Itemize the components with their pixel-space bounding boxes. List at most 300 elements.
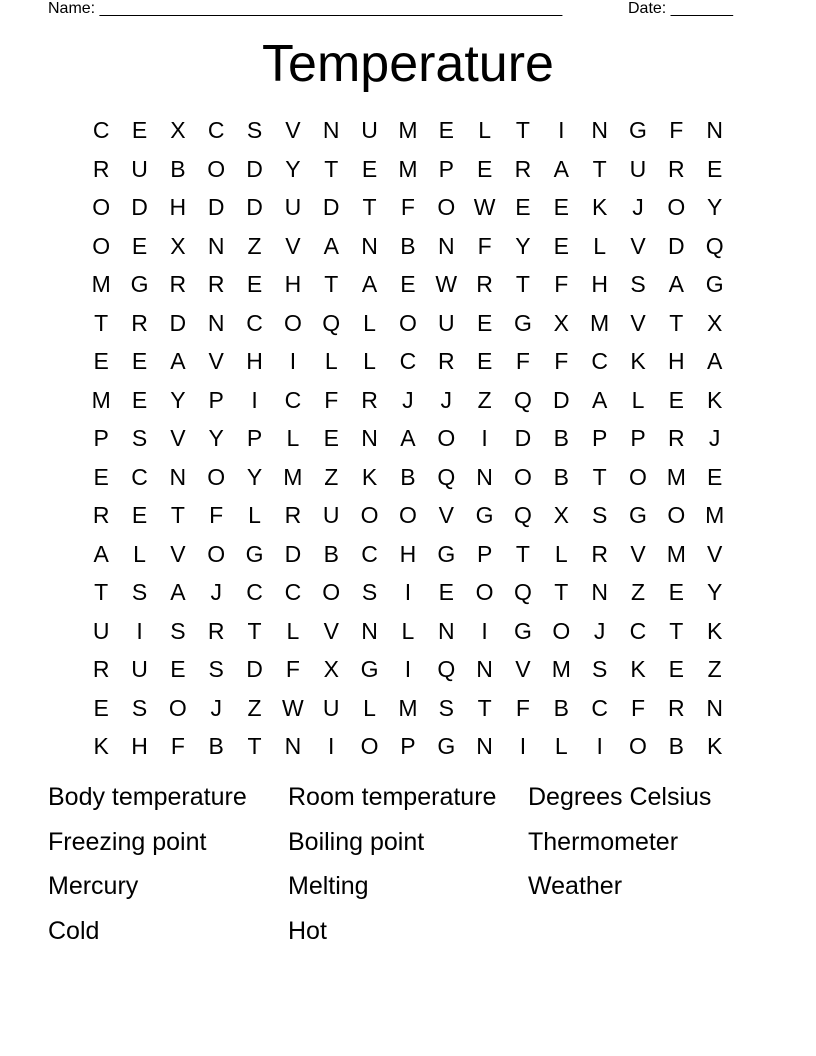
grid-letter: R [207, 271, 225, 297]
grid-letter: S [630, 271, 646, 297]
grid-letter: G [475, 502, 494, 528]
grid-letter: R [92, 502, 110, 528]
grid-letter: X [170, 117, 186, 143]
grid-letter: M [666, 463, 686, 490]
grid-letter: N [322, 117, 340, 143]
grid-letter: L [286, 425, 300, 451]
grid-letter: O [283, 309, 302, 336]
grid-letter: L [401, 617, 415, 644]
grid-letter: T [247, 733, 262, 759]
grid-letter: R [131, 309, 148, 336]
grid-letter: M [666, 540, 686, 567]
grid-letter: L [286, 617, 300, 644]
grid-letter: T [554, 579, 569, 605]
grid-letter: N [476, 733, 493, 759]
grid-letter: B [668, 733, 684, 759]
grid-letter: J [593, 617, 606, 644]
grid-letter: T [324, 155, 339, 182]
grid-letter: O [92, 194, 111, 220]
word-list-item: Room temperature [288, 783, 497, 811]
grid-letter: P [208, 386, 224, 413]
grid-letter: R [284, 502, 302, 528]
grid-letter: S [131, 425, 148, 451]
name-label: Name: ____________________________________________________ [48, 0, 563, 17]
grid-letter: U [437, 309, 455, 336]
grid-letter: Q [514, 502, 532, 528]
grid-letter: G [514, 309, 532, 336]
grid-letter: K [93, 733, 109, 759]
grid-letter: V [170, 425, 186, 451]
grid-row [82, 612, 734, 651]
grid-letter: H [131, 733, 148, 759]
grid-letter: N [207, 232, 225, 259]
grid-letter: Z [477, 386, 492, 413]
grid-letter: C [207, 117, 225, 143]
word-list-item: Melting [288, 872, 369, 900]
word-row [48, 912, 768, 957]
grid-letter: X [707, 309, 723, 336]
grid-row [82, 227, 734, 266]
grid-letter: G [705, 271, 724, 297]
grid-letter: G [437, 733, 456, 759]
grid-letter: E [400, 271, 416, 297]
grid-letter: H [284, 271, 302, 297]
grid-letter: J [708, 425, 721, 451]
grid-letter: E [131, 502, 148, 528]
grid-letter: I [404, 579, 412, 605]
grid-letter: R [476, 271, 493, 297]
grid-letter: E [515, 194, 531, 220]
grid-letter: N [169, 463, 187, 490]
grid-letter: I [481, 617, 488, 644]
grid-letter: L [593, 232, 607, 259]
grid-letter: D [284, 540, 302, 567]
grid-letter: U [284, 194, 302, 220]
grid-letter: E [707, 155, 723, 182]
grid-letter: O [437, 425, 456, 451]
grid-letter: M [91, 386, 111, 413]
grid-letter: Q [514, 386, 532, 413]
grid-letter: J [210, 694, 222, 721]
grid-letter: F [477, 232, 492, 259]
grid-letter: C [284, 579, 302, 605]
grid-letter: E [323, 425, 339, 451]
grid-letter: T [94, 579, 109, 605]
grid-row [82, 188, 734, 227]
grid-letter: O [514, 463, 532, 490]
grid-letter: S [438, 694, 454, 721]
grid-letter: D [514, 425, 532, 451]
grid-letter: O [667, 502, 686, 528]
letter-grid [82, 111, 734, 766]
grid-letter: S [361, 579, 378, 605]
grid-letter: B [170, 155, 186, 182]
grid-letter: Y [707, 579, 723, 605]
grid-letter: W [473, 194, 496, 220]
grid-letter: F [285, 656, 300, 682]
word-list-item: Cold [48, 916, 100, 945]
grid-letter: I [596, 733, 603, 759]
grid-letter: I [251, 386, 258, 413]
grid-letter: P [476, 540, 493, 567]
grid-row [82, 496, 734, 535]
grid-row [82, 265, 734, 304]
grid-letter: F [324, 386, 339, 413]
grid-letter: L [363, 309, 376, 336]
grid-letter: O [168, 694, 187, 721]
grid-letter: O [92, 232, 111, 259]
grid-letter: O [207, 155, 226, 182]
grid-row [82, 650, 734, 689]
grid-letter: V [285, 117, 301, 143]
grid-letter: B [553, 463, 569, 490]
grid-letter: E [246, 271, 263, 297]
grid-letter: C [399, 348, 417, 374]
grid-letter: J [440, 386, 453, 413]
grid-letter: N [591, 579, 608, 605]
grid-letter: S [591, 656, 608, 682]
grid-letter: E [93, 348, 109, 374]
word-list [48, 778, 768, 956]
grid-letter: L [133, 540, 146, 567]
grid-letter: A [323, 232, 339, 259]
grid-letter: K [361, 463, 378, 490]
grid-letter: P [438, 155, 454, 182]
grid-letter: N [284, 733, 302, 759]
grid-letter: V [630, 309, 646, 336]
grid-letter: P [400, 733, 416, 759]
grid-letter: N [207, 309, 225, 336]
grid-letter: H [668, 348, 685, 374]
grid-letter: Z [247, 232, 262, 259]
grid-letter: U [92, 617, 110, 644]
grid-letter: F [554, 348, 569, 374]
grid-letter: E [93, 463, 109, 490]
grid-row [82, 689, 734, 728]
grid-letter: V [707, 540, 723, 567]
grid-letter: O [437, 194, 456, 220]
grid-letter: W [282, 694, 304, 721]
grid-letter: Y [707, 194, 723, 220]
grid-row [82, 342, 734, 381]
word-row [48, 823, 768, 868]
grid-letter: L [631, 386, 645, 413]
grid-letter: Z [707, 656, 722, 682]
grid-row [82, 150, 734, 189]
grid-letter: Y [246, 463, 263, 490]
grid-letter: G [629, 117, 647, 143]
grid-letter: V [438, 502, 454, 528]
grid-letter: Q [437, 463, 456, 490]
grid-letter: Q [322, 309, 341, 336]
word-list-item: Hot [288, 916, 327, 945]
grid-letter: A [591, 386, 608, 413]
grid-letter: C [131, 463, 148, 490]
grid-letter: T [515, 271, 530, 297]
grid-letter: I [481, 425, 488, 451]
grid-letter: B [323, 540, 339, 567]
grid-letter: B [553, 425, 569, 451]
grid-letter: M [398, 155, 418, 182]
word-list-item: Body temperature [48, 783, 247, 811]
grid-letter: E [93, 694, 109, 721]
grid-row [82, 381, 734, 420]
grid-letter: U [322, 694, 340, 721]
grid-letter: V [630, 540, 646, 567]
page-title: Temperature [262, 35, 554, 93]
grid-letter: U [361, 117, 378, 143]
grid-letter: V [515, 656, 531, 682]
grid-letter: O [552, 617, 571, 644]
grid-letter: K [630, 656, 646, 682]
grid-letter: U [322, 502, 340, 528]
grid-letter: Z [247, 694, 262, 721]
grid-letter: M [398, 694, 418, 721]
grid-letter: R [437, 348, 455, 374]
word-row [48, 867, 768, 912]
grid-letter: F [400, 194, 415, 220]
grid-letter: B [400, 463, 416, 490]
grid-letter: I [558, 117, 565, 143]
word-list-item: Degrees Celsius [528, 783, 712, 811]
grid-letter: E [668, 386, 684, 413]
grid-letter: T [592, 463, 607, 490]
grid-letter: K [591, 194, 608, 220]
grid-letter: R [668, 155, 685, 182]
grid-letter: Y [285, 155, 301, 182]
grid-letter: O [398, 502, 417, 528]
grid-letter: L [554, 733, 568, 759]
grid-letter: N [706, 694, 723, 721]
grid-letter: T [247, 617, 262, 644]
grid-letter: C [591, 694, 608, 721]
grid-letter: S [131, 694, 148, 721]
grid-letter: D [169, 309, 187, 336]
date-label: Date: _______ [628, 0, 733, 17]
grid-letter: H [169, 194, 187, 220]
grid-letter: L [363, 694, 376, 721]
grid-letter: C [246, 579, 263, 605]
grid-letter: R [668, 694, 685, 721]
grid-letter: M [705, 502, 725, 528]
grid-letter: R [361, 386, 378, 413]
grid-letter: T [669, 617, 684, 644]
grid-letter: S [131, 579, 148, 605]
grid-letter: R [591, 540, 608, 567]
grid-letter: Q [705, 232, 724, 259]
grid-row [82, 111, 734, 150]
grid-letter: E [476, 348, 493, 374]
grid-letter: K [707, 733, 723, 759]
grid-letter: G [514, 617, 532, 644]
grid-letter: T [592, 155, 607, 182]
grid-letter: L [363, 348, 376, 374]
word-list-item: Weather [528, 872, 623, 900]
grid-letter: O [398, 309, 417, 336]
grid-letter: B [400, 232, 416, 259]
grid-letter: Q [514, 579, 532, 605]
grid-letter: C [92, 117, 110, 143]
word-list-item: Mercury [48, 872, 139, 900]
grid-letter: C [591, 348, 608, 374]
grid-letter: A [170, 348, 186, 374]
grid-letter: F [515, 694, 530, 721]
grid-letter: R [668, 425, 685, 451]
grid-letter: D [246, 656, 263, 682]
grid-letter: B [553, 694, 569, 721]
grid-letter: X [553, 502, 569, 528]
grid-letter: K [707, 386, 723, 413]
grid-letter: C [284, 386, 302, 413]
grid-letter: H [399, 540, 417, 567]
grid-letter: J [210, 579, 222, 605]
grid-letter: O [629, 463, 647, 490]
grid-letter: G [629, 502, 647, 528]
grid-letter: O [360, 502, 379, 528]
grid-letter: F [554, 271, 569, 297]
grid-letter: V [630, 232, 646, 259]
grid-letter: V [323, 617, 339, 644]
grid-letter: L [248, 502, 261, 528]
grid-letter: Y [515, 232, 531, 259]
grid-letter: F [669, 117, 684, 143]
grid-letter: U [131, 656, 148, 682]
grid-letter: E [438, 579, 454, 605]
grid-letter: T [170, 502, 185, 528]
grid-letter: E [170, 656, 186, 682]
grid-letter: N [706, 117, 723, 143]
grid-letter: Y [170, 386, 186, 413]
grid-letter: A [170, 579, 186, 605]
grid-letter: N [361, 617, 378, 644]
grid-letter: E [553, 194, 569, 220]
grid-letter: O [360, 733, 379, 759]
grid-letter: Q [437, 656, 456, 682]
grid-letter: N [476, 656, 493, 682]
grid-letter: R [92, 155, 110, 182]
grid-letter: O [207, 540, 226, 567]
grid-letter: N [437, 232, 455, 259]
grid-letter: D [668, 232, 685, 259]
grid-letter: E [707, 463, 723, 490]
grid-letter: Z [630, 579, 646, 605]
grid-letter: T [515, 117, 530, 143]
word-list-item: Freezing point [48, 827, 207, 856]
grid-row [82, 727, 734, 766]
grid-letter: X [170, 232, 186, 259]
grid-letter: E [476, 155, 493, 182]
grid-letter: G [437, 540, 456, 567]
grid-letter: S [170, 617, 186, 644]
grid-letter: L [478, 117, 491, 143]
grid-letter: C [361, 540, 378, 567]
grid-letter: O [475, 579, 494, 605]
grid-letter: N [591, 117, 608, 143]
grid-letter: E [131, 386, 148, 413]
grid-letter: E [131, 117, 148, 143]
grid-letter: A [707, 348, 723, 374]
grid-letter: Z [324, 463, 339, 490]
grid-letter: U [131, 155, 148, 182]
grid-letter: N [476, 463, 493, 490]
grid-letter: N [361, 232, 378, 259]
grid-letter: S [591, 502, 608, 528]
grid-letter: O [667, 194, 686, 220]
grid-letter: F [630, 694, 646, 721]
grid-letter: G [360, 656, 379, 682]
grid-letter: P [630, 425, 646, 451]
grid-letter: H [246, 348, 263, 374]
grid-letter: M [590, 309, 610, 336]
grid-letter: E [668, 656, 684, 682]
grid-letter: U [629, 155, 647, 182]
grid-letter: M [283, 463, 303, 490]
grid-letter: R [514, 155, 532, 182]
grid-letter: A [361, 271, 378, 297]
grid-letter: X [323, 656, 339, 682]
grid-letter: D [552, 386, 570, 413]
grid-letter: E [131, 348, 148, 374]
grid-letter: R [169, 271, 187, 297]
grid-letter: C [629, 617, 647, 644]
word-row [48, 778, 768, 823]
grid-letter: R [92, 656, 110, 682]
grid-letter: F [209, 502, 224, 528]
grid-row [82, 458, 734, 497]
grid-letter: D [246, 194, 263, 220]
grid-letter: W [435, 271, 458, 297]
grid-letter: I [328, 733, 335, 759]
grid-letter: J [632, 194, 644, 220]
grid-letter: A [668, 271, 684, 297]
grid-letter: N [437, 617, 455, 644]
grid-letter: N [361, 425, 378, 451]
grid-letter: H [591, 271, 608, 297]
grid-letter: C [246, 309, 263, 336]
grid-letter: I [289, 348, 297, 374]
grid-letter: T [324, 271, 339, 297]
grid-letter: A [93, 540, 109, 567]
grid-letter: T [515, 540, 530, 567]
grid-letter: I [404, 656, 412, 682]
grid-letter: T [362, 194, 377, 220]
grid-letter: V [285, 232, 301, 259]
grid-letter: G [130, 271, 149, 297]
grid-letter: S [246, 117, 263, 143]
grid-letter: P [93, 425, 109, 451]
grid-letter: O [629, 733, 647, 759]
header-line [48, 0, 748, 20]
grid-letter: P [591, 425, 608, 451]
grid-letter: E [553, 232, 569, 259]
grid-letter: X [553, 309, 569, 336]
grid-letter: A [400, 425, 416, 451]
grid-letter: E [476, 309, 493, 336]
grid-letter: Y [208, 425, 224, 451]
grid-letter: L [324, 348, 338, 374]
grid-letter: R [207, 617, 225, 644]
grid-letter: T [669, 309, 684, 336]
grid-row [82, 573, 734, 612]
grid-row [82, 535, 734, 574]
grid-letter: D [207, 194, 225, 220]
grid-letter: E [131, 232, 148, 259]
grid-letter: E [361, 155, 378, 182]
grid-letter: I [519, 733, 527, 759]
grid-letter: D [322, 194, 340, 220]
grid-letter: F [170, 733, 185, 759]
grid-letter: F [515, 348, 530, 374]
